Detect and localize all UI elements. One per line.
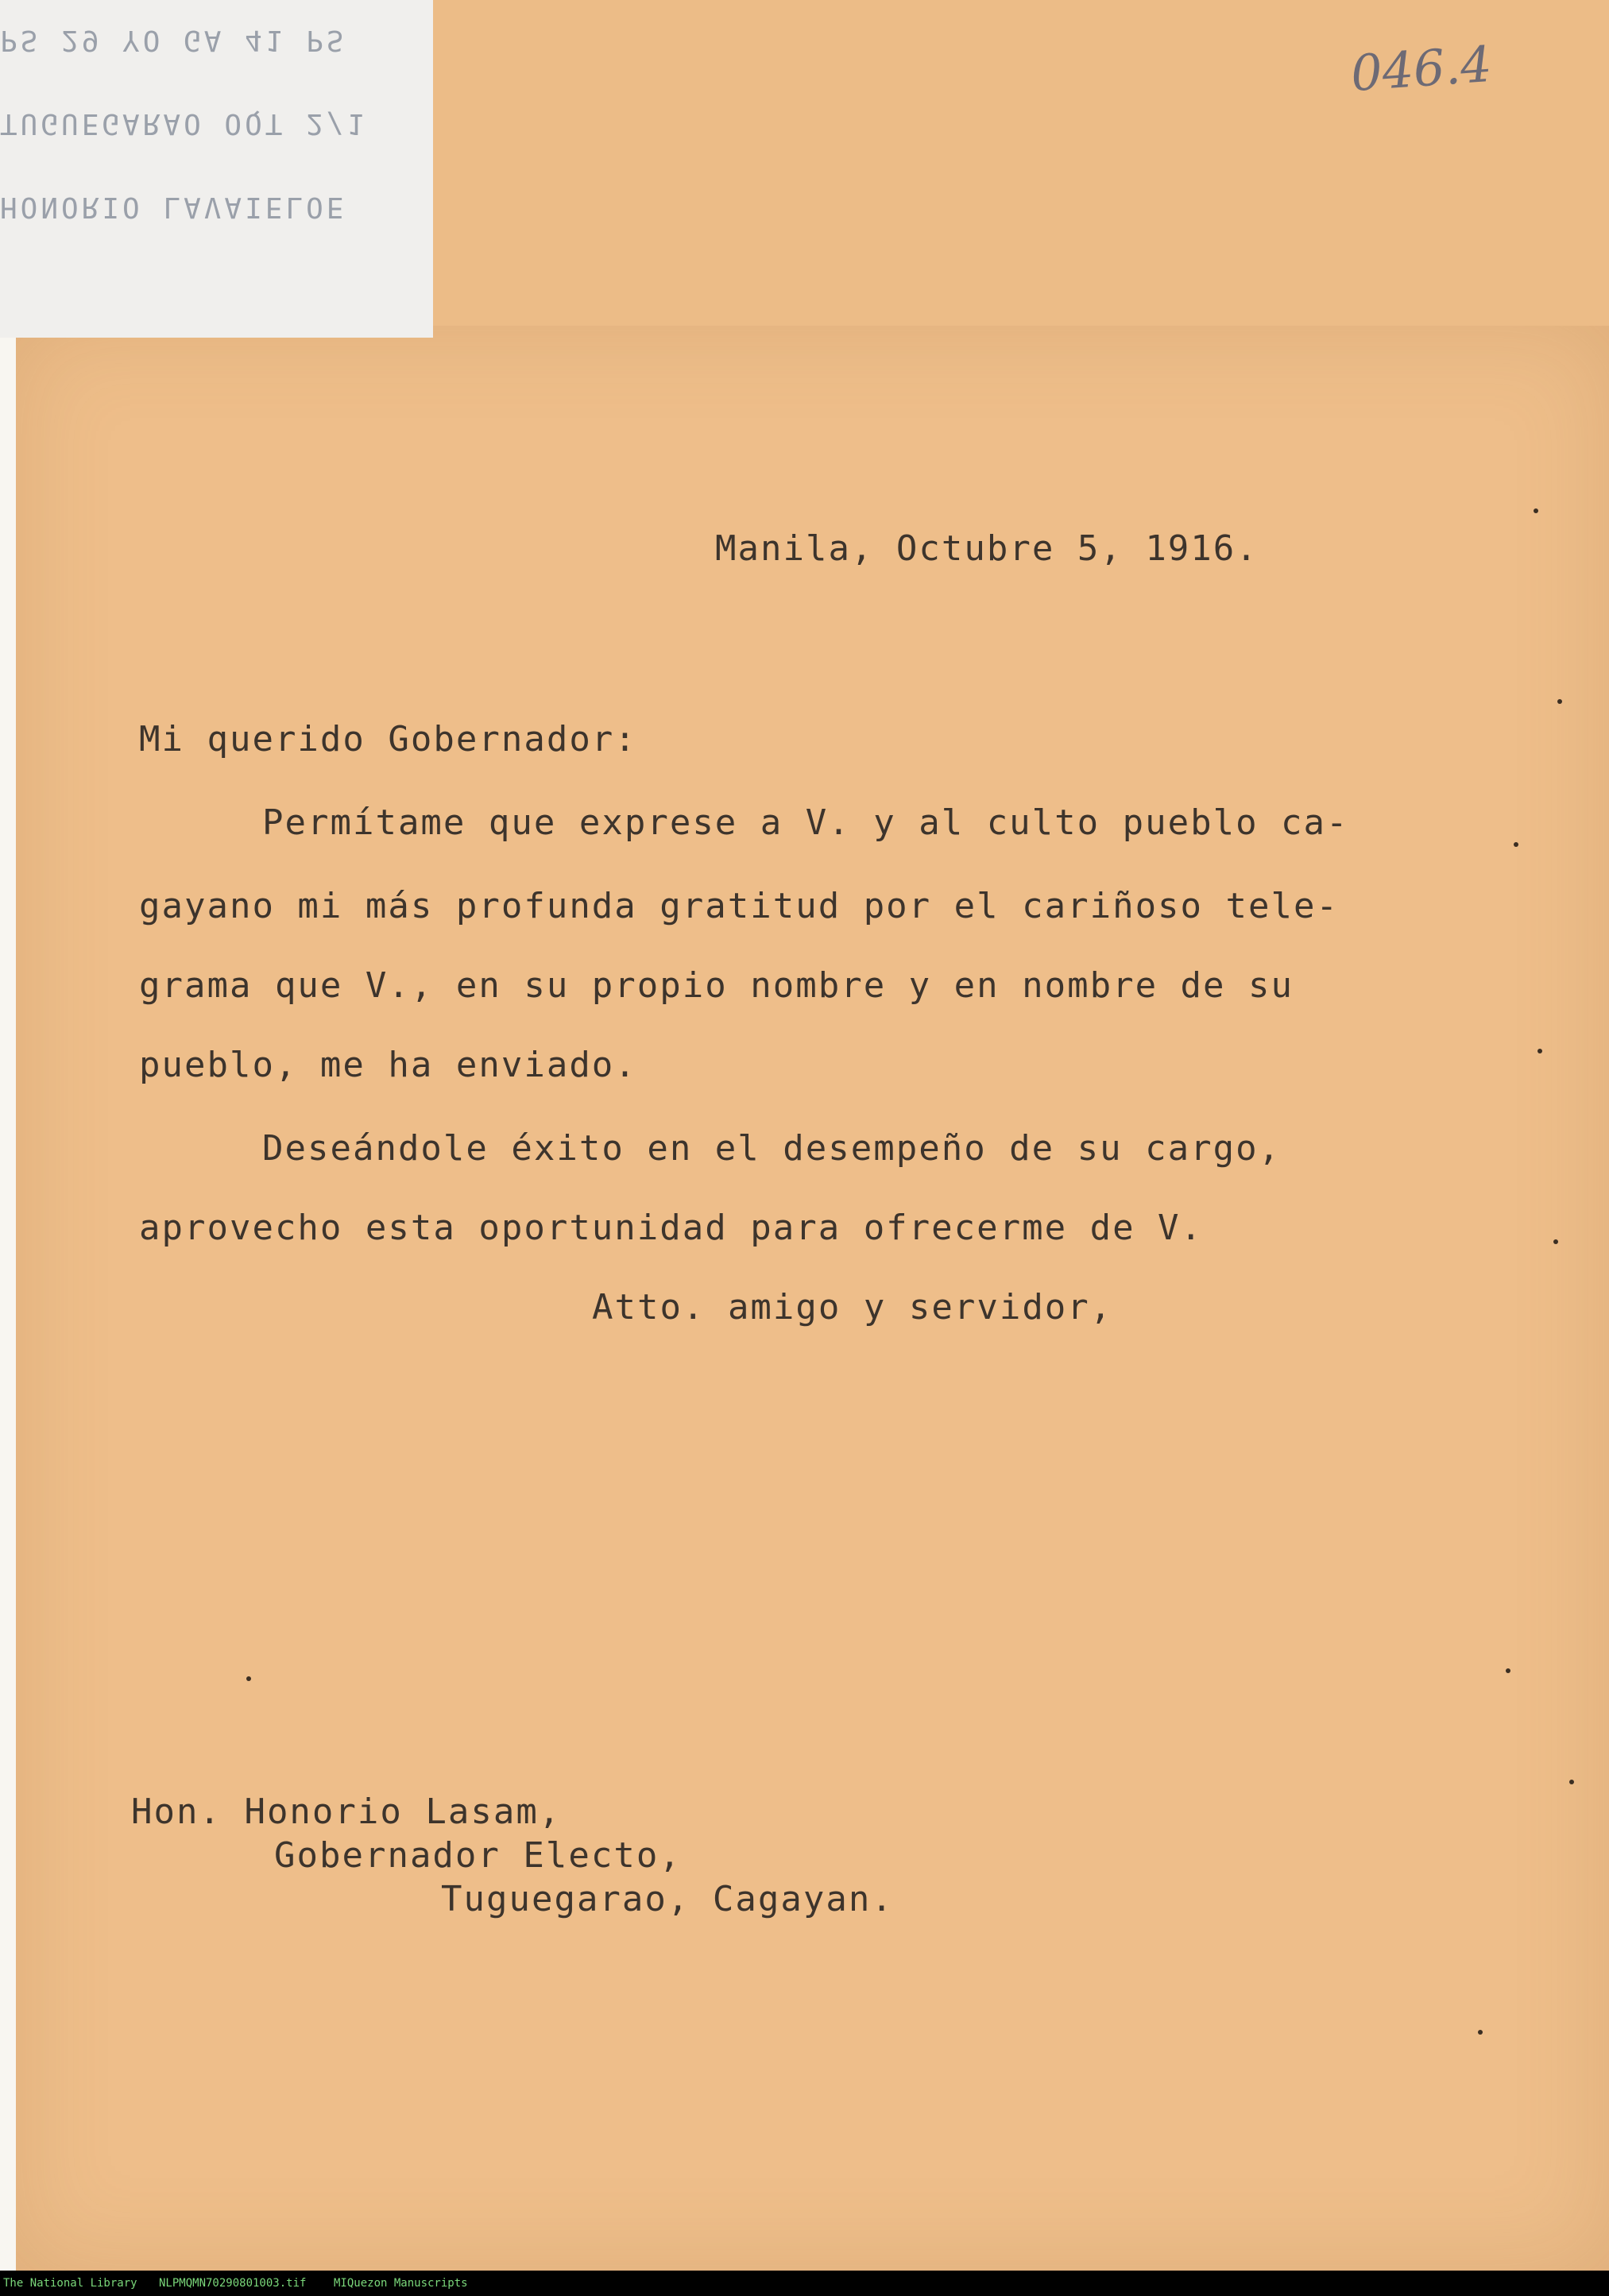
paper-speck — [246, 1676, 251, 1681]
letter-salutation: Mi querido Gobernador: — [139, 719, 637, 760]
address-line: Hon. Honorio Lasam, — [131, 1792, 562, 1832]
letter-date: Manila, Octubre 5, 1916. — [715, 528, 1259, 569]
paragraph-line: gayano mi más profunda gratitud por el cariñoso tele- — [139, 886, 1339, 926]
letter-closing: Atto. amigo y servidor, — [592, 1287, 1113, 1328]
footer-filename: NLPMQMN70290801003.tif — [159, 2277, 307, 2290]
paragraph-line: grama que V., en su propio nombre y en nombre de su — [139, 965, 1294, 1006]
paper-speck — [1557, 699, 1562, 704]
stub-line: PS 29 YO GA 41 PS — [0, 24, 347, 56]
telegram-stub — [0, 0, 433, 338]
footer-library: The National Library — [3, 2277, 137, 2290]
paragraph-line: aprovecho esta oportunidad para ofrecerme de V. — [139, 1208, 1204, 1248]
paper-speck — [1553, 1239, 1558, 1244]
address-line: Gobernador Electo, — [274, 1835, 682, 1876]
paper-speck — [1514, 842, 1518, 847]
address-line: Tuguegarao, Cagayan. — [441, 1879, 894, 1919]
stub-line: HONORIO LAVAIELOE — [0, 191, 347, 223]
paragraph-line: Deseándole éxito en el desempeño de su cargo, — [262, 1128, 1282, 1169]
paper-speck — [1506, 1668, 1510, 1673]
paragraph-line: pueblo, me ha enviado. — [139, 1045, 637, 1085]
stub-line: TUGUEGARAO OQT 2/1 — [0, 107, 368, 140]
paper-speck — [1569, 1780, 1574, 1784]
handwritten-annotation: 046.4 — [1348, 34, 1494, 103]
paper-speck — [1537, 1049, 1542, 1053]
paragraph-line: Permítame que exprese a V. y al culto pueblo ca- — [262, 802, 1349, 843]
archive-footer — [0, 2271, 1609, 2296]
paper-speck — [1478, 2030, 1483, 2035]
footer-collection: MIQuezon Manuscripts — [334, 2277, 468, 2290]
paper-speck — [1534, 508, 1538, 513]
